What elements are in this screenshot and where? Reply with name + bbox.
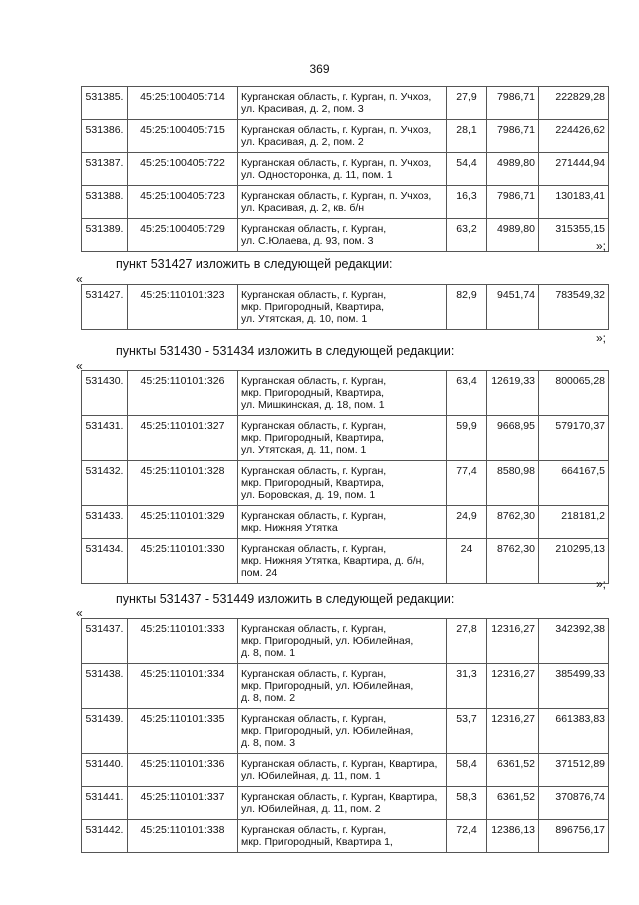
cell-number: 531430. [82, 371, 128, 416]
cell-cadastral-number: 45:25:100405:723 [128, 186, 238, 219]
cell-number: 531438. [82, 664, 128, 709]
cell-area: 24 [447, 539, 487, 584]
cell-unit-price: 12619,33 [487, 371, 539, 416]
cell-cadastral-number: 45:25:110101:334 [128, 664, 238, 709]
cell-cadastral-number: 45:25:110101:337 [128, 787, 238, 820]
cell-number: 531387. [82, 153, 128, 186]
cell-cadastral-value: 783549,32 [539, 285, 609, 330]
table-row [82, 371, 609, 416]
cell-unit-price: 12316,27 [487, 664, 539, 709]
cell-number: 531433. [82, 506, 128, 539]
table-row [82, 285, 609, 330]
cell-cadastral-number: 45:25:100405:729 [128, 219, 238, 252]
cell-cadastral-number: 45:25:110101:330 [128, 539, 238, 584]
cell-number: 531442. [82, 820, 128, 853]
cell-number: 531388. [82, 186, 128, 219]
registry-table-2 [81, 284, 609, 330]
cell-area: 63,4 [447, 371, 487, 416]
cell-address: Курганская область, г. Курган, мкр. Пригородный, Квартира, ул. Утятская, д. 10, пом. 1 [238, 285, 447, 330]
cell-cadastral-number: 45:25:110101:323 [128, 285, 238, 330]
cell-cadastral-value: 579170,37 [539, 416, 609, 461]
opening-quote-3: « [76, 606, 83, 620]
cell-address: Курганская область, г. Курган, мкр. Пригородный, Квартира, ул. Мишкинская, д. 18, пом. 1 [238, 371, 447, 416]
cell-area: 63,2 [447, 219, 487, 252]
table-row [82, 664, 609, 709]
cell-unit-price: 7986,71 [487, 87, 539, 120]
table-row [82, 219, 609, 252]
cell-area: 28,1 [447, 120, 487, 153]
cell-unit-price: 12386,13 [487, 820, 539, 853]
cell-cadastral-value: 896756,17 [539, 820, 609, 853]
cell-address: Курганская область, г. Курган, мкр. Нижняя Утятка, Квартира, д. б/н, пом. 24 [238, 539, 447, 584]
registry-table-4 [81, 618, 609, 853]
cell-cadastral-value: 315355,15 [539, 219, 609, 252]
cell-number: 531389. [82, 219, 128, 252]
table-row [82, 186, 609, 219]
cell-unit-price: 8762,30 [487, 539, 539, 584]
cell-unit-price: 8580,98 [487, 461, 539, 506]
cell-cadastral-number: 45:25:110101:336 [128, 754, 238, 787]
page-number: 369 [309, 62, 330, 76]
cell-unit-price: 8762,30 [487, 506, 539, 539]
opening-quote-1: « [76, 272, 83, 286]
cell-address: Курганская область, г. Курган, мкр. Нижняя Утятка [238, 506, 447, 539]
table-row [82, 87, 609, 120]
cell-cadastral-value: 342392,38 [539, 619, 609, 664]
cell-cadastral-value: 800065,28 [539, 371, 609, 416]
cell-number: 531441. [82, 787, 128, 820]
table-row [82, 787, 609, 820]
cell-cadastral-value: 224426,62 [539, 120, 609, 153]
cell-cadastral-value: 222829,28 [539, 87, 609, 120]
cell-cadastral-value: 130183,41 [539, 186, 609, 219]
cell-area: 16,3 [447, 186, 487, 219]
table-row [82, 506, 609, 539]
cell-cadastral-number: 45:25:100405:715 [128, 120, 238, 153]
cell-cadastral-number: 45:25:110101:327 [128, 416, 238, 461]
cell-area: 27,8 [447, 619, 487, 664]
cell-address: Курганская область, г. Курган, п. Учхоз, ул. Красивая, д. 2, пом. 3 [238, 87, 447, 120]
cell-address: Курганская область, г. Курган, п. Учхоз, ул. Односторонка, д. 11, пом. 1 [238, 153, 447, 186]
cell-address: Курганская область, г. Курган, мкр. Пригородный, Квартира, ул. Утятская, д. 11, пом. 1 [238, 416, 447, 461]
cell-area: 24,9 [447, 506, 487, 539]
cell-cadastral-number: 45:25:110101:333 [128, 619, 238, 664]
cell-number: 531440. [82, 754, 128, 787]
cell-address: Курганская область, г. Курган, мкр. Пригородный, Квартира 1, [238, 820, 447, 853]
closing-quote-2: »; [596, 331, 607, 345]
cell-address: Курганская область, г. Курган, мкр. Пригородный, ул. Юбилейная, д. 8, пом. 3 [238, 709, 447, 754]
cell-cadastral-value: 370876,74 [539, 787, 609, 820]
cell-area: 54,4 [447, 153, 487, 186]
cell-unit-price: 6361,52 [487, 787, 539, 820]
cell-unit-price: 7986,71 [487, 186, 539, 219]
table-row [82, 416, 609, 461]
cell-number: 531439. [82, 709, 128, 754]
cell-area: 31,3 [447, 664, 487, 709]
cell-cadastral-value: 371512,89 [539, 754, 609, 787]
registry-table-1 [81, 86, 609, 252]
table-row [82, 709, 609, 754]
cell-unit-price: 6361,52 [487, 754, 539, 787]
cell-number: 531385. [82, 87, 128, 120]
cell-number: 531431. [82, 416, 128, 461]
registry-table-3 [81, 370, 609, 584]
table-row [82, 820, 609, 853]
instruction-3: пункты 531437 - 531449 изложить в следующей редакции: [116, 592, 455, 606]
cell-area: 82,9 [447, 285, 487, 330]
cell-area: 77,4 [447, 461, 487, 506]
cell-unit-price: 12316,27 [487, 619, 539, 664]
cell-number: 531434. [82, 539, 128, 584]
cell-cadastral-value: 664167,5 [539, 461, 609, 506]
table-row [82, 153, 609, 186]
table-row [82, 619, 609, 664]
cell-unit-price: 9668,95 [487, 416, 539, 461]
instruction-1: пункт 531427 изложить в следующей редакции: [116, 257, 393, 271]
cell-unit-price: 4989,80 [487, 153, 539, 186]
cell-address: Курганская область, г. Курган, мкр. Пригородный, Квартира, ул. Боровская, д. 19, пом. 1 [238, 461, 447, 506]
cell-area: 59,9 [447, 416, 487, 461]
cell-address: Курганская область, г. Курган, мкр. Пригородный, ул. Юбилейная, д. 8, пом. 2 [238, 664, 447, 709]
table-row [82, 461, 609, 506]
cell-cadastral-number: 45:25:110101:335 [128, 709, 238, 754]
instruction-2: пункты 531430 - 531434 изложить в следующей редакции: [116, 344, 455, 358]
cell-number: 531386. [82, 120, 128, 153]
cell-number: 531432. [82, 461, 128, 506]
cell-cadastral-value: 661383,83 [539, 709, 609, 754]
table-row [82, 539, 609, 584]
cell-unit-price: 9451,74 [487, 285, 539, 330]
cell-address: Курганская область, г. Курган, п. Учхоз, ул. Красивая, д. 2, пом. 2 [238, 120, 447, 153]
cell-address: Курганская область, г. Курган, мкр. Пригородный, ул. Юбилейная, д. 8, пом. 1 [238, 619, 447, 664]
cell-cadastral-number: 45:25:110101:338 [128, 820, 238, 853]
cell-address: Курганская область, г. Курган, ул. С.Юлаева, д. 93, пом. 3 [238, 219, 447, 252]
cell-area: 53,7 [447, 709, 487, 754]
cell-area: 72,4 [447, 820, 487, 853]
cell-cadastral-number: 45:25:100405:722 [128, 153, 238, 186]
cell-area: 27,9 [447, 87, 487, 120]
cell-cadastral-number: 45:25:110101:328 [128, 461, 238, 506]
cell-unit-price: 12316,27 [487, 709, 539, 754]
cell-cadastral-number: 45:25:110101:326 [128, 371, 238, 416]
cell-unit-price: 4989,80 [487, 219, 539, 252]
cell-number: 531437. [82, 619, 128, 664]
cell-cadastral-value: 385499,33 [539, 664, 609, 709]
cell-number: 531427. [82, 285, 128, 330]
cell-cadastral-number: 45:25:100405:714 [128, 87, 238, 120]
cell-address: Курганская область, г. Курган, Квартира, ул. Юбилейная, д. 11, пом. 2 [238, 787, 447, 820]
opening-quote-2: « [76, 359, 83, 373]
cell-unit-price: 7986,71 [487, 120, 539, 153]
closing-quote-3: »; [596, 577, 607, 591]
cell-cadastral-value: 271444,94 [539, 153, 609, 186]
cell-address: Курганская область, г. Курган, п. Учхоз, ул. Красивая, д. 2, кв. б/н [238, 186, 447, 219]
cell-area: 58,3 [447, 787, 487, 820]
cell-cadastral-number: 45:25:110101:329 [128, 506, 238, 539]
cell-cadastral-value: 218181,2 [539, 506, 609, 539]
cell-area: 58,4 [447, 754, 487, 787]
table-row [82, 754, 609, 787]
cell-address: Курганская область, г. Курган, Квартира, ул. Юбилейная, д. 11, пом. 1 [238, 754, 447, 787]
table-row [82, 120, 609, 153]
closing-quote-1: »; [596, 239, 607, 253]
cell-cadastral-value: 210295,13 [539, 539, 609, 584]
